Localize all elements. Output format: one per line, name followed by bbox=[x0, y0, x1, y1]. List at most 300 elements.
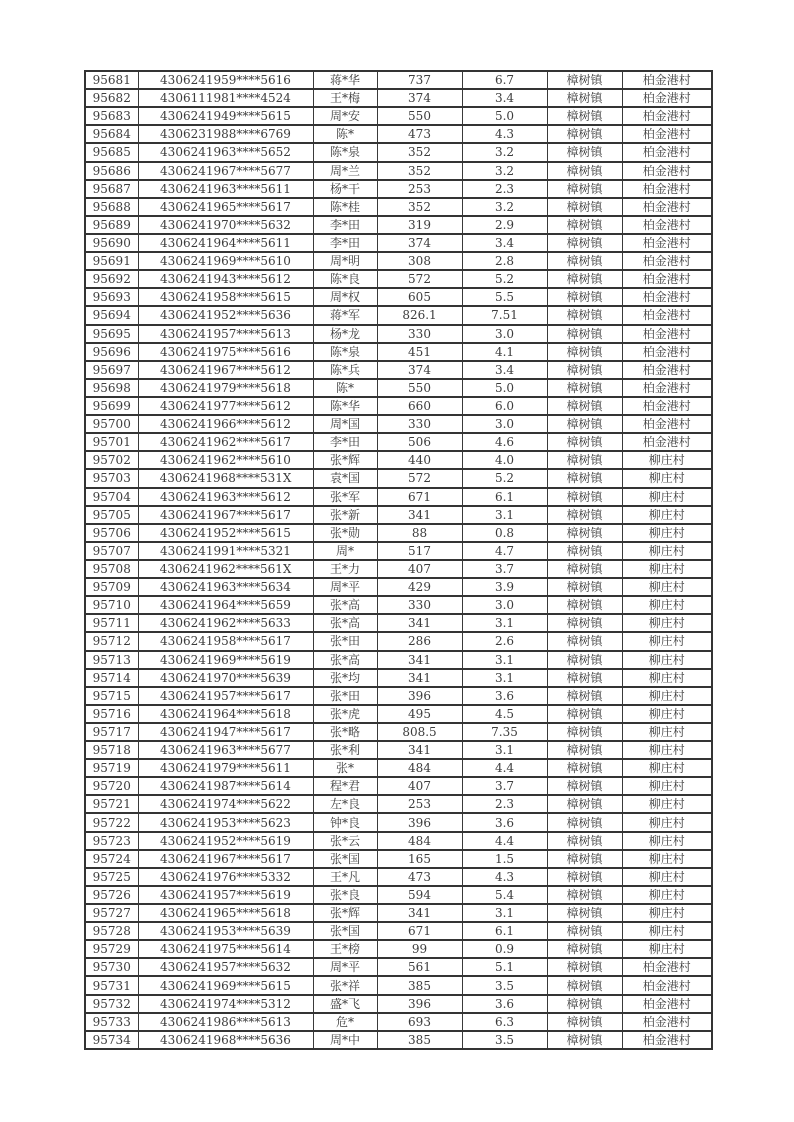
cell-area: 3.2 bbox=[462, 143, 547, 161]
cell-serial-number: 95723 bbox=[85, 832, 138, 850]
cell-id-number: 4306241969****5610 bbox=[138, 252, 313, 270]
table-row bbox=[85, 506, 712, 524]
cell-town: 樟树镇 bbox=[547, 759, 622, 777]
cell-id-number: 4306241974****5312 bbox=[138, 995, 313, 1013]
cell-serial-number: 95709 bbox=[85, 578, 138, 596]
cell-amount: 473 bbox=[377, 125, 462, 143]
cell-serial-number: 95725 bbox=[85, 868, 138, 886]
cell-area: 3.5 bbox=[462, 976, 547, 994]
cell-village: 柳庄村 bbox=[622, 614, 712, 632]
cell-village: 柳庄村 bbox=[622, 904, 712, 922]
cell-serial-number: 95720 bbox=[85, 777, 138, 795]
table-body bbox=[85, 71, 712, 1049]
cell-name: 张*均 bbox=[313, 669, 377, 687]
cell-id-number: 4306241943****5612 bbox=[138, 270, 313, 288]
cell-id-number: 4306241963****5612 bbox=[138, 488, 313, 506]
cell-serial-number: 95706 bbox=[85, 524, 138, 542]
cell-serial-number: 95730 bbox=[85, 958, 138, 976]
cell-name: 王*榜 bbox=[313, 940, 377, 958]
cell-town: 樟树镇 bbox=[547, 1031, 622, 1049]
table-row bbox=[85, 488, 712, 506]
cell-village: 柳庄村 bbox=[622, 886, 712, 904]
table-row bbox=[85, 1031, 712, 1049]
cell-name: 蒋*华 bbox=[313, 71, 377, 89]
cell-serial-number: 95698 bbox=[85, 379, 138, 397]
cell-id-number: 4306241977****5612 bbox=[138, 397, 313, 415]
table-row bbox=[85, 397, 712, 415]
cell-area: 0.9 bbox=[462, 940, 547, 958]
cell-name: 张*辉 bbox=[313, 904, 377, 922]
cell-area: 3.4 bbox=[462, 234, 547, 252]
cell-id-number: 4306241987****5614 bbox=[138, 777, 313, 795]
cell-serial-number: 95719 bbox=[85, 759, 138, 777]
cell-village: 柳庄村 bbox=[622, 687, 712, 705]
cell-town: 樟树镇 bbox=[547, 325, 622, 343]
cell-name: 程*君 bbox=[313, 777, 377, 795]
cell-name: 张*高 bbox=[313, 614, 377, 632]
cell-area: 3.1 bbox=[462, 614, 547, 632]
cell-serial-number: 95714 bbox=[85, 669, 138, 687]
cell-name: 危* bbox=[313, 1013, 377, 1031]
cell-town: 樟树镇 bbox=[547, 687, 622, 705]
cell-area: 3.2 bbox=[462, 162, 547, 180]
cell-town: 樟树镇 bbox=[547, 868, 622, 886]
cell-name: 张*良 bbox=[313, 886, 377, 904]
cell-area: 4.3 bbox=[462, 868, 547, 886]
cell-town: 樟树镇 bbox=[547, 542, 622, 560]
cell-village: 柏金港村 bbox=[622, 1013, 712, 1031]
table-row bbox=[85, 904, 712, 922]
cell-id-number: 4306241952****5619 bbox=[138, 832, 313, 850]
cell-serial-number: 95711 bbox=[85, 614, 138, 632]
cell-id-number: 4306241969****5619 bbox=[138, 651, 313, 669]
cell-serial-number: 95686 bbox=[85, 162, 138, 180]
table-row bbox=[85, 198, 712, 216]
cell-village: 柳庄村 bbox=[622, 651, 712, 669]
cell-name: 陈*良 bbox=[313, 270, 377, 288]
cell-amount: 341 bbox=[377, 904, 462, 922]
cell-serial-number: 95683 bbox=[85, 107, 138, 125]
cell-area: 3.1 bbox=[462, 904, 547, 922]
cell-name: 陈*华 bbox=[313, 397, 377, 415]
cell-serial-number: 95696 bbox=[85, 343, 138, 361]
cell-town: 樟树镇 bbox=[547, 976, 622, 994]
cell-village: 柏金港村 bbox=[622, 270, 712, 288]
cell-id-number: 4306241975****5614 bbox=[138, 940, 313, 958]
cell-amount: 808.5 bbox=[377, 723, 462, 741]
table-row bbox=[85, 469, 712, 487]
cell-town: 樟树镇 bbox=[547, 651, 622, 669]
cell-area: 5.2 bbox=[462, 270, 547, 288]
cell-name: 王*梅 bbox=[313, 89, 377, 107]
cell-id-number: 4306241953****5639 bbox=[138, 922, 313, 940]
cell-amount: 594 bbox=[377, 886, 462, 904]
cell-amount: 286 bbox=[377, 632, 462, 650]
cell-area: 6.0 bbox=[462, 397, 547, 415]
table-row bbox=[85, 578, 712, 596]
cell-town: 樟树镇 bbox=[547, 270, 622, 288]
table-row bbox=[85, 361, 712, 379]
table-row bbox=[85, 234, 712, 252]
cell-village: 柳庄村 bbox=[622, 741, 712, 759]
cell-area: 4.4 bbox=[462, 832, 547, 850]
cell-village: 柳庄村 bbox=[622, 596, 712, 614]
cell-serial-number: 95727 bbox=[85, 904, 138, 922]
cell-serial-number: 95691 bbox=[85, 252, 138, 270]
cell-amount: 330 bbox=[377, 596, 462, 614]
cell-id-number: 4306241967****5612 bbox=[138, 361, 313, 379]
cell-name: 陈*兵 bbox=[313, 361, 377, 379]
cell-id-number: 4306241964****5611 bbox=[138, 234, 313, 252]
cell-area: 1.5 bbox=[462, 850, 547, 868]
cell-village: 柏金港村 bbox=[622, 252, 712, 270]
cell-name: 周* bbox=[313, 542, 377, 560]
cell-id-number: 4306241991****5321 bbox=[138, 542, 313, 560]
cell-area: 3.0 bbox=[462, 325, 547, 343]
cell-village: 柏金港村 bbox=[622, 343, 712, 361]
cell-amount: 385 bbox=[377, 976, 462, 994]
cell-town: 樟树镇 bbox=[547, 795, 622, 813]
cell-serial-number: 95695 bbox=[85, 325, 138, 343]
cell-id-number: 4306241957****5619 bbox=[138, 886, 313, 904]
cell-name: 张*高 bbox=[313, 596, 377, 614]
cell-amount: 495 bbox=[377, 705, 462, 723]
cell-village: 柳庄村 bbox=[622, 469, 712, 487]
cell-id-number: 4306241965****5617 bbox=[138, 198, 313, 216]
cell-town: 樟树镇 bbox=[547, 71, 622, 89]
cell-amount: 341 bbox=[377, 651, 462, 669]
cell-town: 樟树镇 bbox=[547, 306, 622, 324]
cell-name: 王*力 bbox=[313, 560, 377, 578]
cell-id-number: 4306241969****5615 bbox=[138, 976, 313, 994]
cell-village: 柏金港村 bbox=[622, 995, 712, 1013]
cell-amount: 451 bbox=[377, 343, 462, 361]
cell-amount: 737 bbox=[377, 71, 462, 89]
cell-amount: 396 bbox=[377, 813, 462, 831]
cell-name: 周*平 bbox=[313, 578, 377, 596]
cell-serial-number: 95728 bbox=[85, 922, 138, 940]
table-row bbox=[85, 71, 712, 89]
cell-area: 3.7 bbox=[462, 560, 547, 578]
cell-town: 樟树镇 bbox=[547, 705, 622, 723]
cell-village: 柳庄村 bbox=[622, 795, 712, 813]
cell-amount: 407 bbox=[377, 777, 462, 795]
cell-serial-number: 95734 bbox=[85, 1031, 138, 1049]
cell-serial-number: 95693 bbox=[85, 288, 138, 306]
cell-town: 樟树镇 bbox=[547, 832, 622, 850]
cell-name: 张*云 bbox=[313, 832, 377, 850]
cell-serial-number: 95712 bbox=[85, 632, 138, 650]
cell-amount: 341 bbox=[377, 669, 462, 687]
cell-amount: 352 bbox=[377, 162, 462, 180]
cell-amount: 407 bbox=[377, 560, 462, 578]
cell-area: 5.2 bbox=[462, 469, 547, 487]
cell-id-number: 4306241959****5616 bbox=[138, 71, 313, 89]
cell-area: 3.2 bbox=[462, 198, 547, 216]
cell-village: 柏金港村 bbox=[622, 415, 712, 433]
cell-village: 柳庄村 bbox=[622, 940, 712, 958]
cell-id-number: 4306241957****5632 bbox=[138, 958, 313, 976]
cell-amount: 671 bbox=[377, 488, 462, 506]
cell-village: 柳庄村 bbox=[622, 632, 712, 650]
cell-town: 樟树镇 bbox=[547, 125, 622, 143]
cell-id-number: 4306241963****5677 bbox=[138, 741, 313, 759]
cell-town: 樟树镇 bbox=[547, 288, 622, 306]
cell-serial-number: 95717 bbox=[85, 723, 138, 741]
cell-town: 樟树镇 bbox=[547, 343, 622, 361]
cell-village: 柳庄村 bbox=[622, 506, 712, 524]
table-row bbox=[85, 451, 712, 469]
cell-name: 张*辉 bbox=[313, 451, 377, 469]
cell-name: 张*国 bbox=[313, 850, 377, 868]
cell-id-number: 4306241958****5617 bbox=[138, 632, 313, 650]
cell-amount: 473 bbox=[377, 868, 462, 886]
cell-name: 陈* bbox=[313, 125, 377, 143]
cell-town: 樟树镇 bbox=[547, 143, 622, 161]
cell-amount: 572 bbox=[377, 469, 462, 487]
cell-id-number: 4306241952****5636 bbox=[138, 306, 313, 324]
cell-area: 3.6 bbox=[462, 995, 547, 1013]
cell-area: 5.0 bbox=[462, 379, 547, 397]
cell-name: 张*国 bbox=[313, 922, 377, 940]
cell-serial-number: 95689 bbox=[85, 216, 138, 234]
cell-id-number: 4306241963****5652 bbox=[138, 143, 313, 161]
cell-area: 3.9 bbox=[462, 578, 547, 596]
cell-name: 周*国 bbox=[313, 415, 377, 433]
cell-amount: 517 bbox=[377, 542, 462, 560]
cell-town: 樟树镇 bbox=[547, 488, 622, 506]
cell-area: 3.6 bbox=[462, 813, 547, 831]
cell-village: 柳庄村 bbox=[622, 832, 712, 850]
cell-id-number: 4306241957****5613 bbox=[138, 325, 313, 343]
cell-id-number: 4306241965****5618 bbox=[138, 904, 313, 922]
cell-village: 柏金港村 bbox=[622, 125, 712, 143]
cell-name: 杨*干 bbox=[313, 180, 377, 198]
cell-name: 张*略 bbox=[313, 723, 377, 741]
cell-amount: 429 bbox=[377, 578, 462, 596]
cell-id-number: 4306241949****5615 bbox=[138, 107, 313, 125]
cell-village: 柏金港村 bbox=[622, 162, 712, 180]
table-row bbox=[85, 777, 712, 795]
cell-id-number: 4306241958****5615 bbox=[138, 288, 313, 306]
cell-area: 3.7 bbox=[462, 777, 547, 795]
cell-town: 樟树镇 bbox=[547, 89, 622, 107]
cell-area: 7.51 bbox=[462, 306, 547, 324]
cell-name: 张*高 bbox=[313, 651, 377, 669]
cell-amount: 385 bbox=[377, 1031, 462, 1049]
cell-name: 周*明 bbox=[313, 252, 377, 270]
table-row bbox=[85, 524, 712, 542]
cell-area: 4.5 bbox=[462, 705, 547, 723]
cell-area: 3.0 bbox=[462, 596, 547, 614]
cell-serial-number: 95702 bbox=[85, 451, 138, 469]
cell-amount: 374 bbox=[377, 361, 462, 379]
cell-amount: 671 bbox=[377, 922, 462, 940]
cell-amount: 341 bbox=[377, 614, 462, 632]
cell-amount: 550 bbox=[377, 379, 462, 397]
cell-town: 樟树镇 bbox=[547, 777, 622, 795]
table-row bbox=[85, 741, 712, 759]
cell-area: 0.8 bbox=[462, 524, 547, 542]
cell-name: 张*祥 bbox=[313, 976, 377, 994]
cell-village: 柏金港村 bbox=[622, 433, 712, 451]
cell-id-number: 4306241952****5615 bbox=[138, 524, 313, 542]
table-row bbox=[85, 868, 712, 886]
cell-id-number: 4306241957****5617 bbox=[138, 687, 313, 705]
cell-area: 5.0 bbox=[462, 107, 547, 125]
cell-town: 樟树镇 bbox=[547, 397, 622, 415]
cell-name: 张*军 bbox=[313, 488, 377, 506]
cell-town: 樟树镇 bbox=[547, 723, 622, 741]
cell-area: 4.6 bbox=[462, 433, 547, 451]
cell-name: 周*平 bbox=[313, 958, 377, 976]
cell-name: 张*利 bbox=[313, 741, 377, 759]
cell-town: 樟树镇 bbox=[547, 216, 622, 234]
cell-town: 樟树镇 bbox=[547, 632, 622, 650]
cell-amount: 484 bbox=[377, 759, 462, 777]
cell-serial-number: 95718 bbox=[85, 741, 138, 759]
cell-village: 柳庄村 bbox=[622, 669, 712, 687]
cell-town: 樟树镇 bbox=[547, 560, 622, 578]
cell-name: 张*田 bbox=[313, 632, 377, 650]
cell-town: 樟树镇 bbox=[547, 524, 622, 542]
cell-amount: 165 bbox=[377, 850, 462, 868]
cell-name: 张* bbox=[313, 759, 377, 777]
table-row bbox=[85, 343, 712, 361]
cell-area: 5.1 bbox=[462, 958, 547, 976]
cell-name: 蒋*军 bbox=[313, 306, 377, 324]
cell-serial-number: 95729 bbox=[85, 940, 138, 958]
cell-name: 陈*桂 bbox=[313, 198, 377, 216]
cell-amount: 319 bbox=[377, 216, 462, 234]
cell-amount: 308 bbox=[377, 252, 462, 270]
cell-town: 樟树镇 bbox=[547, 886, 622, 904]
cell-amount: 253 bbox=[377, 180, 462, 198]
cell-village: 柳庄村 bbox=[622, 578, 712, 596]
cell-amount: 99 bbox=[377, 940, 462, 958]
cell-id-number: 4306241967****5617 bbox=[138, 850, 313, 868]
cell-id-number: 4306231988****6769 bbox=[138, 125, 313, 143]
cell-town: 樟树镇 bbox=[547, 958, 622, 976]
cell-area: 7.35 bbox=[462, 723, 547, 741]
cell-amount: 396 bbox=[377, 687, 462, 705]
cell-area: 3.1 bbox=[462, 669, 547, 687]
cell-village: 柳庄村 bbox=[622, 922, 712, 940]
table-row bbox=[85, 252, 712, 270]
cell-village: 柏金港村 bbox=[622, 288, 712, 306]
cell-area: 3.1 bbox=[462, 741, 547, 759]
cell-id-number: 4306241964****5618 bbox=[138, 705, 313, 723]
cell-village: 柏金港村 bbox=[622, 234, 712, 252]
cell-area: 3.1 bbox=[462, 651, 547, 669]
cell-id-number: 4306241970****5632 bbox=[138, 216, 313, 234]
cell-name: 张*田 bbox=[313, 687, 377, 705]
cell-town: 樟树镇 bbox=[547, 234, 622, 252]
cell-town: 樟树镇 bbox=[547, 850, 622, 868]
cell-amount: 330 bbox=[377, 415, 462, 433]
table-row bbox=[85, 162, 712, 180]
table-row bbox=[85, 415, 712, 433]
cell-id-number: 4306241962****5633 bbox=[138, 614, 313, 632]
table-row bbox=[85, 705, 712, 723]
table-row bbox=[85, 379, 712, 397]
table-row bbox=[85, 89, 712, 107]
cell-id-number: 4306241974****5622 bbox=[138, 795, 313, 813]
cell-serial-number: 95722 bbox=[85, 813, 138, 831]
table-row bbox=[85, 995, 712, 1013]
cell-amount: 374 bbox=[377, 89, 462, 107]
cell-name: 周*权 bbox=[313, 288, 377, 306]
cell-area: 2.6 bbox=[462, 632, 547, 650]
cell-village: 柳庄村 bbox=[622, 488, 712, 506]
table-row bbox=[85, 832, 712, 850]
cell-serial-number: 95687 bbox=[85, 180, 138, 198]
cell-town: 樟树镇 bbox=[547, 813, 622, 831]
cell-name: 张*勋 bbox=[313, 524, 377, 542]
cell-area: 2.8 bbox=[462, 252, 547, 270]
cell-name: 张*虎 bbox=[313, 705, 377, 723]
cell-village: 柏金港村 bbox=[622, 379, 712, 397]
cell-town: 樟树镇 bbox=[547, 940, 622, 958]
cell-town: 樟树镇 bbox=[547, 162, 622, 180]
table-row bbox=[85, 107, 712, 125]
cell-amount: 330 bbox=[377, 325, 462, 343]
table-row bbox=[85, 542, 712, 560]
table-row bbox=[85, 288, 712, 306]
cell-id-number: 4306241963****5634 bbox=[138, 578, 313, 596]
cell-amount: 484 bbox=[377, 832, 462, 850]
cell-area: 4.4 bbox=[462, 759, 547, 777]
cell-town: 樟树镇 bbox=[547, 578, 622, 596]
cell-amount: 352 bbox=[377, 198, 462, 216]
table-row bbox=[85, 306, 712, 324]
cell-area: 2.3 bbox=[462, 795, 547, 813]
cell-name: 李*田 bbox=[313, 234, 377, 252]
table-row bbox=[85, 795, 712, 813]
table-row bbox=[85, 1013, 712, 1031]
cell-area: 4.7 bbox=[462, 542, 547, 560]
cell-town: 樟树镇 bbox=[547, 433, 622, 451]
cell-amount: 440 bbox=[377, 451, 462, 469]
table-row bbox=[85, 651, 712, 669]
cell-town: 樟树镇 bbox=[547, 379, 622, 397]
cell-village: 柳庄村 bbox=[622, 759, 712, 777]
cell-area: 6.3 bbox=[462, 1013, 547, 1031]
cell-serial-number: 95703 bbox=[85, 469, 138, 487]
cell-village: 柳庄村 bbox=[622, 560, 712, 578]
table-row bbox=[85, 325, 712, 343]
cell-area: 2.9 bbox=[462, 216, 547, 234]
cell-id-number: 4306241979****5618 bbox=[138, 379, 313, 397]
cell-village: 柏金港村 bbox=[622, 180, 712, 198]
cell-amount: 341 bbox=[377, 506, 462, 524]
cell-id-number: 4306241963****5611 bbox=[138, 180, 313, 198]
cell-village: 柳庄村 bbox=[622, 524, 712, 542]
cell-town: 樟树镇 bbox=[547, 180, 622, 198]
cell-amount: 550 bbox=[377, 107, 462, 125]
cell-name: 左*良 bbox=[313, 795, 377, 813]
cell-area: 3.0 bbox=[462, 415, 547, 433]
table-row bbox=[85, 958, 712, 976]
table-row bbox=[85, 180, 712, 198]
cell-village: 柏金港村 bbox=[622, 107, 712, 125]
cell-serial-number: 95732 bbox=[85, 995, 138, 1013]
cell-village: 柳庄村 bbox=[622, 868, 712, 886]
cell-village: 柏金港村 bbox=[622, 89, 712, 107]
cell-id-number: 4306241970****5639 bbox=[138, 669, 313, 687]
cell-village: 柏金港村 bbox=[622, 1031, 712, 1049]
cell-amount: 374 bbox=[377, 234, 462, 252]
